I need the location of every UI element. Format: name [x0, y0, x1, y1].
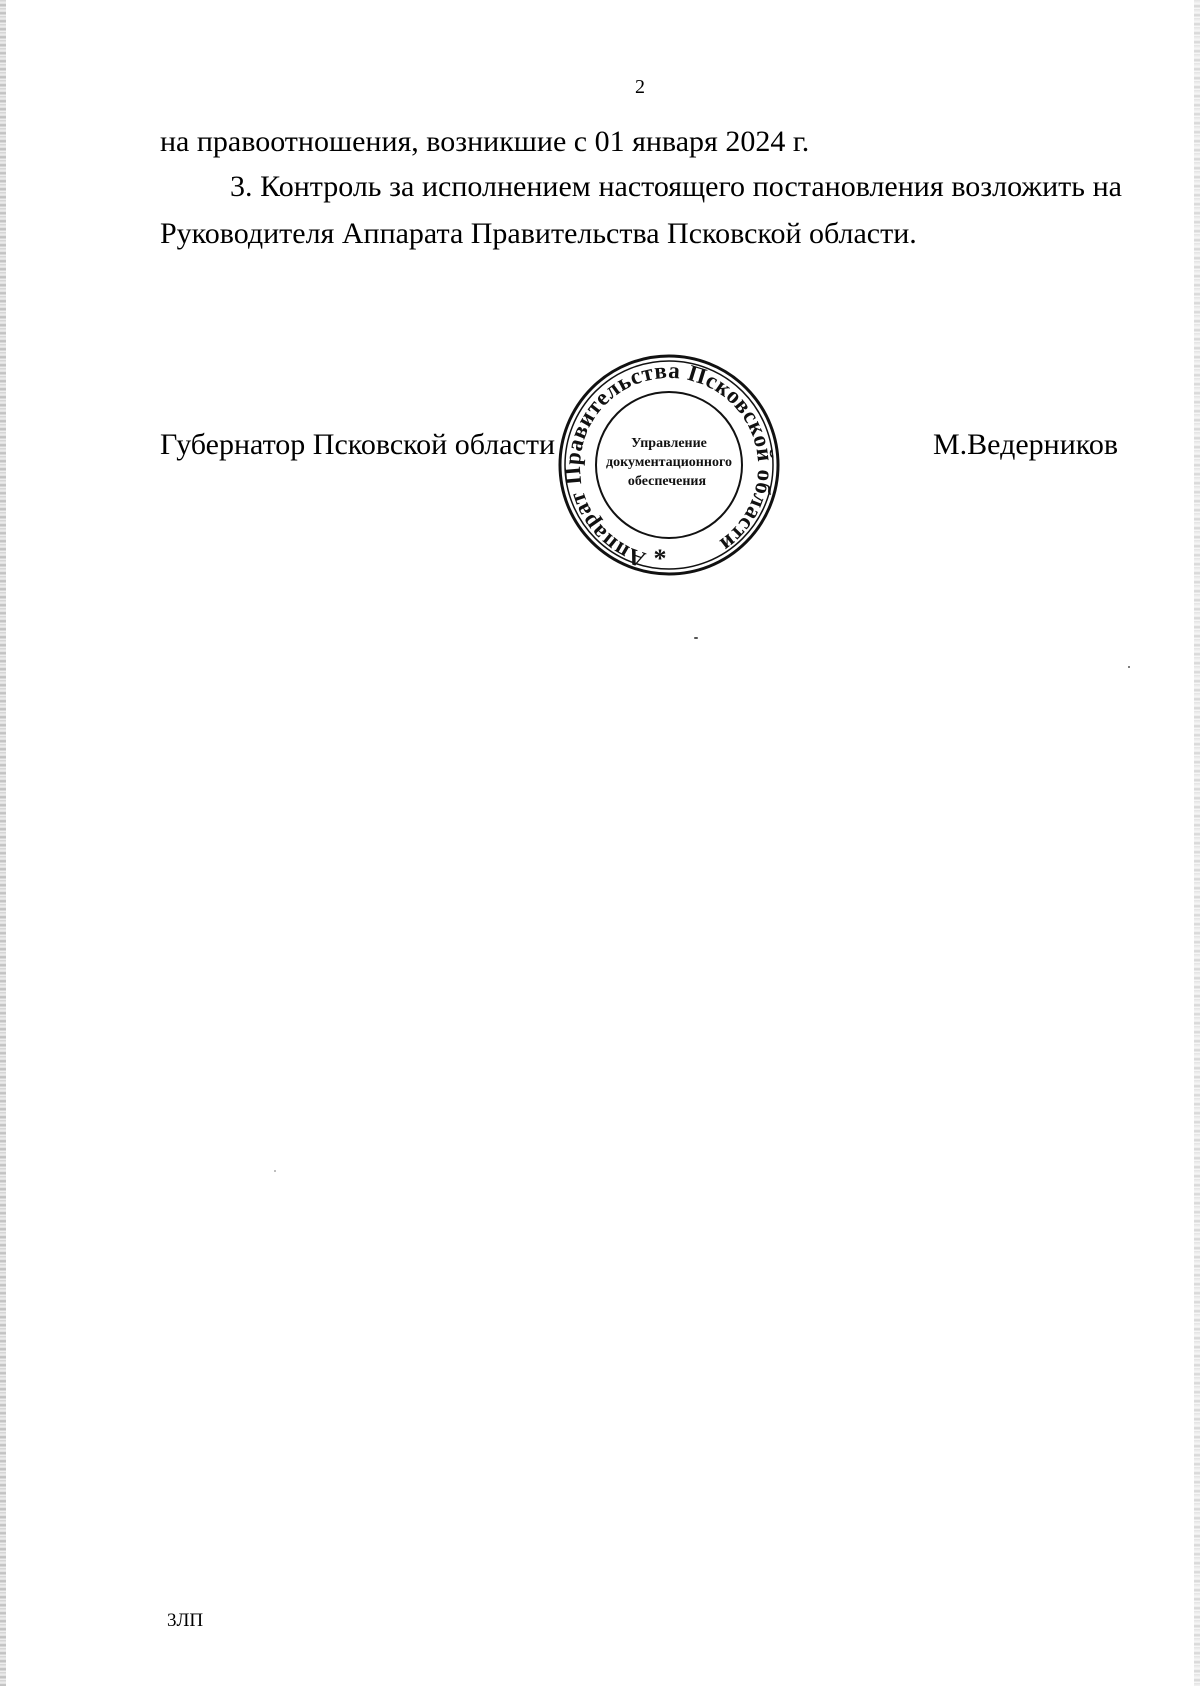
seal-center-line-3: обеспечения — [627, 474, 707, 489]
page-number: 2 — [635, 76, 645, 98]
seal-center-line-2: документационного — [606, 455, 732, 470]
footer-code: 3ЛП — [167, 1610, 204, 1631]
seal-ring-text: Аппарат Правительства Псковской области — [559, 357, 779, 573]
scan-speck — [694, 637, 698, 639]
body-text-line: на правоотношения, возникшие с 01 января 2024 г. — [160, 125, 810, 158]
scan-edge-left — [0, 0, 6, 1686]
signatory-title: Губернатор Псковской области — [160, 428, 556, 461]
official-seal-stamp — [556, 354, 782, 576]
scan-speck — [274, 1170, 276, 1172]
seal-star: * — [653, 544, 667, 573]
scan-speck — [1128, 666, 1130, 668]
seal-center-line-1: Управление — [631, 436, 707, 451]
signatory-name: М.Ведерников — [932, 428, 1118, 461]
paragraph-3: 3. Контроль за исполнением настоящего постановления возложить на Руководителя Аппарата Правительства Псковской области. — [160, 170, 1122, 250]
scan-edge-right — [1194, 0, 1200, 1686]
